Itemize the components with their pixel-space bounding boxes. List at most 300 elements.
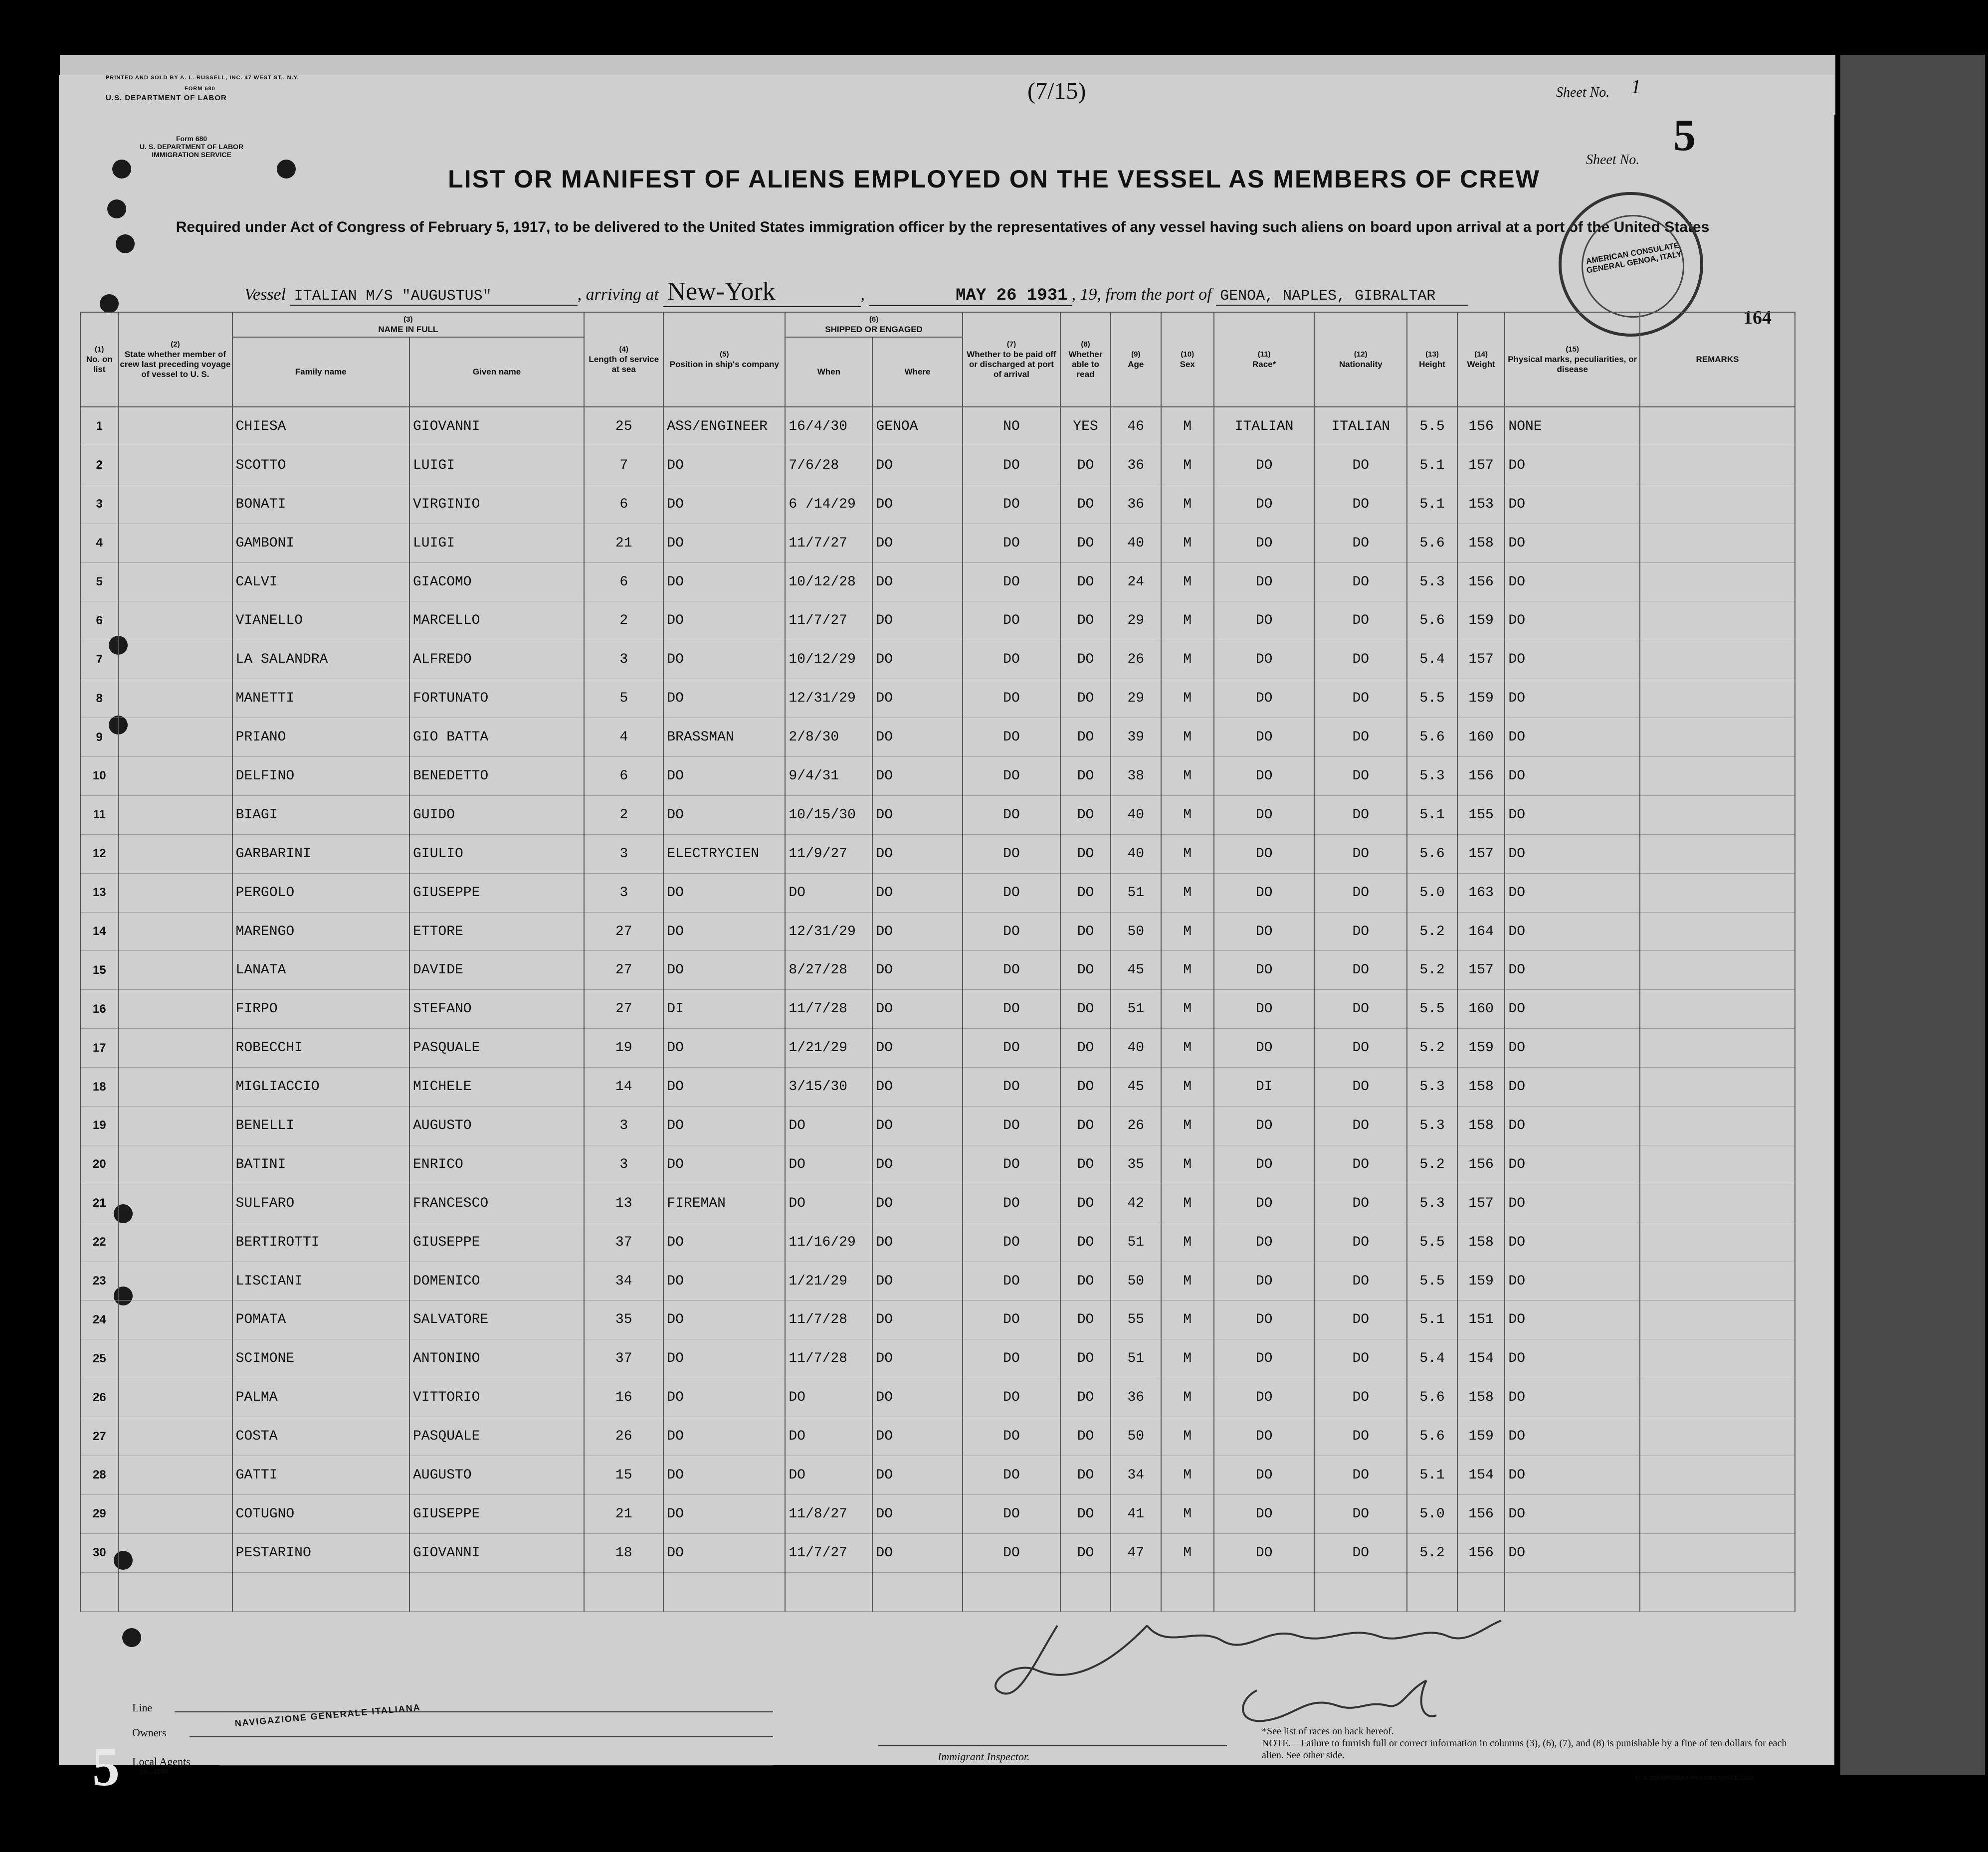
cell-when: DO	[785, 1417, 872, 1456]
cell-no: 21	[80, 1184, 118, 1223]
cell-age: 26	[1111, 1107, 1161, 1145]
cell-age: 40	[1111, 1029, 1161, 1068]
cell-previous-voyage	[118, 1300, 232, 1339]
cell-paid: DO	[963, 834, 1060, 873]
cell-nat: DO	[1314, 795, 1407, 834]
cell-when: 11/9/27	[785, 834, 872, 873]
cell-age: 38	[1111, 757, 1161, 796]
cell-no: 27	[80, 1417, 118, 1456]
cell-paid: DO	[963, 1417, 1060, 1456]
cell-empty	[584, 1572, 663, 1611]
cell-weight: 157	[1457, 834, 1505, 873]
cell-position: DO	[663, 485, 785, 524]
owners-stamp: NAVIGAZIONE GENERALE ITALIANA	[234, 1702, 421, 1729]
table-row	[80, 1184, 1795, 1223]
cell-height: 5.6	[1407, 1378, 1457, 1417]
cell-marks: DO	[1505, 795, 1640, 834]
cell-no: 12	[80, 834, 118, 873]
table-row	[80, 485, 1795, 524]
cell-paid: DO	[963, 1107, 1060, 1145]
cell-height: 5.5	[1407, 1262, 1457, 1300]
cell-weight: 158	[1457, 1068, 1505, 1107]
cell-sex: M	[1161, 1533, 1214, 1572]
cell-given: ANTONINO	[409, 1339, 584, 1378]
cell-previous-voyage	[118, 990, 232, 1029]
cell-nat: DO	[1314, 1417, 1407, 1456]
cell-service: 19	[584, 1029, 663, 1068]
cell-service: 4	[584, 718, 663, 757]
cell-family: PRIANO	[232, 718, 409, 757]
cell-sex: M	[1161, 1068, 1214, 1107]
cell-where: DO	[872, 1068, 962, 1107]
cell-empty	[118, 1572, 232, 1611]
col-header-marks: (15) Physical marks, peculiarities, or disease	[1505, 312, 1640, 407]
cell-read: DO	[1060, 757, 1111, 796]
cell-read: DO	[1060, 1145, 1111, 1184]
cell-given: GIUSEPPE	[409, 873, 584, 912]
form-service: IMMIGRATION SERVICE	[152, 151, 231, 159]
cell-nat: DO	[1314, 990, 1407, 1029]
cell-marks: DO	[1505, 1068, 1640, 1107]
cell-weight: 154	[1457, 1339, 1505, 1378]
cell-no: 19	[80, 1107, 118, 1145]
cell-given: DOMENICO	[409, 1262, 584, 1300]
cell-given: VITTORIO	[409, 1378, 584, 1417]
cell-height: 5.3	[1407, 1068, 1457, 1107]
cell-marks: DO	[1505, 1339, 1640, 1378]
cell-when: 7/6/28	[785, 446, 872, 485]
cell-given: GIO BATTA	[409, 718, 584, 757]
cell-position: DO	[663, 873, 785, 912]
cell-remarks	[1640, 1184, 1795, 1223]
cell-service: 27	[584, 912, 663, 951]
cell-weight: 159	[1457, 1417, 1505, 1456]
department-top: U.S. DEPARTMENT OF LABOR	[106, 94, 227, 102]
cell-service: 15	[584, 1456, 663, 1495]
cell-race: DO	[1214, 1300, 1315, 1339]
cell-marks: DO	[1505, 446, 1640, 485]
sheet-number: 5	[1673, 111, 1696, 160]
col-header-age: (9) Age	[1111, 312, 1161, 407]
cell-where: DO	[872, 718, 962, 757]
sheet-top-value: 1	[1631, 75, 1641, 98]
cell-marks: NONE	[1505, 407, 1640, 446]
cell-service: 3	[584, 1107, 663, 1145]
cell-race: DO	[1214, 679, 1315, 718]
cell-when: DO	[785, 1145, 872, 1184]
cell-sex: M	[1161, 1456, 1214, 1495]
cell-paid: DO	[963, 873, 1060, 912]
cell-marks: DO	[1505, 485, 1640, 524]
cell-given: LUIGI	[409, 524, 584, 562]
cell-weight: 151	[1457, 1300, 1505, 1339]
cell-given: AUGUSTO	[409, 1456, 584, 1495]
table-row	[80, 524, 1795, 562]
cell-service: 3	[584, 640, 663, 679]
cell-where: DO	[872, 601, 962, 640]
cell-position: DO	[663, 1456, 785, 1495]
col-header-given-name: Given name	[409, 337, 584, 407]
year-label: 19	[1080, 285, 1097, 304]
cell-where: DO	[872, 1300, 962, 1339]
cell-family: LANATA	[232, 951, 409, 990]
arriving-label: , arriving at	[577, 285, 659, 304]
cell-family: LA SALANDRA	[232, 640, 409, 679]
cell-height: 5.5	[1407, 679, 1457, 718]
cell-race: DO	[1214, 1456, 1315, 1495]
cell-family: CALVI	[232, 562, 409, 601]
cell-position: BRASSMAN	[663, 718, 785, 757]
cell-age: 50	[1111, 1417, 1161, 1456]
cell-weight: 156	[1457, 407, 1505, 446]
cell-where: DO	[872, 912, 962, 951]
cell-no: 28	[80, 1456, 118, 1495]
cell-read: DO	[1060, 718, 1111, 757]
cell-service: 6	[584, 562, 663, 601]
cell-when: 12/31/29	[785, 912, 872, 951]
cell-remarks	[1640, 640, 1795, 679]
cell-family: BONATI	[232, 485, 409, 524]
cell-where: DO	[872, 795, 962, 834]
cell-position: DO	[663, 640, 785, 679]
cell-where: DO	[872, 1417, 962, 1456]
cell-height: 5.6	[1407, 834, 1457, 873]
cell-no: 17	[80, 1029, 118, 1068]
cell-read: DO	[1060, 1029, 1111, 1068]
table-row	[80, 679, 1795, 718]
cell-where: DO	[872, 1145, 962, 1184]
cell-marks: DO	[1505, 640, 1640, 679]
cell-given: MARCELLO	[409, 601, 584, 640]
cell-paid: DO	[963, 1378, 1060, 1417]
cell-service: 27	[584, 990, 663, 1029]
cell-where: GENOA	[872, 407, 962, 446]
cell-position: DO	[663, 562, 785, 601]
cell-age: 47	[1111, 1533, 1161, 1572]
cell-nat: DO	[1314, 1068, 1407, 1107]
inspector-label: Immigrant Inspector.	[938, 1750, 1030, 1763]
cell-empty	[872, 1572, 962, 1611]
cell-position: DO	[663, 757, 785, 796]
cell-no: 20	[80, 1145, 118, 1184]
cell-no: 7	[80, 640, 118, 679]
cell-age: 45	[1111, 951, 1161, 990]
cell-when: 11/7/27	[785, 1533, 872, 1572]
cell-sex: M	[1161, 446, 1214, 485]
cell-marks: DO	[1505, 1456, 1640, 1495]
cell-given: ENRICO	[409, 1145, 584, 1184]
cell-where: DO	[872, 1533, 962, 1572]
vessel-label: Vessel	[244, 285, 286, 304]
cell-height: 5.2	[1407, 912, 1457, 951]
cell-marks: DO	[1505, 1494, 1640, 1533]
cell-nat: DO	[1314, 873, 1407, 912]
inspector-signature	[988, 1606, 1511, 1735]
cell-race: DO	[1214, 1184, 1315, 1223]
cell-sex: M	[1161, 1223, 1214, 1262]
cell-previous-voyage	[118, 1533, 232, 1572]
cell-family: MARENGO	[232, 912, 409, 951]
cell-age: 29	[1111, 601, 1161, 640]
cell-service: 3	[584, 834, 663, 873]
fine-note: NOTE.—Failure to furnish full or correct information in columns (3), (6), (7), and (8) is punishable by a fine of ten dollars for each alien. See other side.	[1262, 1738, 1787, 1761]
cell-nat: DO	[1314, 640, 1407, 679]
cell-previous-voyage	[118, 718, 232, 757]
cell-read: DO	[1060, 1378, 1111, 1417]
cell-age: 24	[1111, 562, 1161, 601]
cell-age: 46	[1111, 407, 1161, 446]
cell-race: DO	[1214, 1107, 1315, 1145]
cell-given: DAVIDE	[409, 951, 584, 990]
cell-height: 5.6	[1407, 601, 1457, 640]
cell-race: DO	[1214, 873, 1315, 912]
col-header-family-name: Family name	[232, 337, 409, 407]
cell-height: 5.5	[1407, 1223, 1457, 1262]
cell-no: 14	[80, 912, 118, 951]
table-row	[80, 1223, 1795, 1262]
cell-sex: M	[1161, 1262, 1214, 1300]
form-department: U. S. DEPARTMENT OF LABOR	[140, 143, 244, 151]
cell-weight: 163	[1457, 873, 1505, 912]
cell-family: VIANELLO	[232, 601, 409, 640]
cell-previous-voyage	[118, 1107, 232, 1145]
col-header-where: Where	[872, 337, 962, 407]
cell-remarks	[1640, 601, 1795, 640]
cell-service: 5	[584, 679, 663, 718]
cell-weight: 156	[1457, 757, 1505, 796]
cell-remarks	[1640, 1145, 1795, 1184]
cell-given: GIUSEPPE	[409, 1494, 584, 1533]
cell-weight: 159	[1457, 1029, 1505, 1068]
cell-race: ITALIAN	[1214, 407, 1315, 446]
cell-previous-voyage	[118, 873, 232, 912]
owners-label: Owners	[132, 1726, 167, 1739]
cell-read: DO	[1060, 912, 1111, 951]
cell-marks: DO	[1505, 1223, 1640, 1262]
handwritten-top-note: (7/15)	[1027, 78, 1086, 104]
cell-empty	[785, 1572, 872, 1611]
cell-age: 36	[1111, 1378, 1161, 1417]
cell-nat: ITALIAN	[1314, 407, 1407, 446]
cell-family: COSTA	[232, 1417, 409, 1456]
cell-previous-voyage	[118, 1068, 232, 1107]
cell-previous-voyage	[118, 524, 232, 562]
cell-given: STEFANO	[409, 990, 584, 1029]
form-top: FORM 680	[185, 86, 215, 92]
cell-given: BENEDETTO	[409, 757, 584, 796]
table-row	[80, 601, 1795, 640]
cell-service: 37	[584, 1223, 663, 1262]
cell-marks: DO	[1505, 990, 1640, 1029]
cell-marks: DO	[1505, 1145, 1640, 1184]
cell-weight: 159	[1457, 679, 1505, 718]
table-row	[80, 1029, 1795, 1068]
cell-race: DO	[1214, 718, 1315, 757]
cell-when: 9/4/31	[785, 757, 872, 796]
cell-paid: DO	[963, 951, 1060, 990]
cell-race: DO	[1214, 990, 1315, 1029]
bottom-number: 5	[92, 1736, 120, 1797]
cell-height: 5.1	[1407, 446, 1457, 485]
cell-where: DO	[872, 1223, 962, 1262]
cell-age: 40	[1111, 795, 1161, 834]
cell-previous-voyage	[118, 1029, 232, 1068]
cell-marks: DO	[1505, 1107, 1640, 1145]
cell-family: DELFINO	[232, 757, 409, 796]
cell-when: 3/15/30	[785, 1068, 872, 1107]
cell-marks: DO	[1505, 1184, 1640, 1223]
cell-paid: DO	[963, 990, 1060, 1029]
cell-service: 14	[584, 1068, 663, 1107]
cell-previous-voyage	[118, 951, 232, 990]
cell-family: MIGLIACCIO	[232, 1068, 409, 1107]
table-row	[80, 1456, 1795, 1495]
cell-sex: M	[1161, 912, 1214, 951]
cell-position: ELECTRYCIEN	[663, 834, 785, 873]
cell-read: DO	[1060, 873, 1111, 912]
cell-when: DO	[785, 1107, 872, 1145]
cell-no: 30	[80, 1533, 118, 1572]
cell-race: DO	[1214, 562, 1315, 601]
cell-height: 5.5	[1407, 990, 1457, 1029]
cell-position: DO	[663, 1378, 785, 1417]
crew-manifest-table	[80, 312, 1795, 1612]
form-number: Form 680	[176, 135, 207, 143]
page-title: LIST OR MANIFEST OF ALIENS EMPLOYED ON THE VESSEL AS MEMBERS OF CREW	[448, 165, 1540, 193]
cell-paid: DO	[963, 640, 1060, 679]
cell-previous-voyage	[118, 601, 232, 640]
cell-family: BERTIROTTI	[232, 1223, 409, 1262]
cell-marks: DO	[1505, 834, 1640, 873]
cell-paid: DO	[963, 757, 1060, 796]
cell-age: 40	[1111, 524, 1161, 562]
cell-previous-voyage	[118, 407, 232, 446]
punch-hole	[122, 1628, 141, 1647]
cell-no: 2	[80, 446, 118, 485]
cell-paid: DO	[963, 1533, 1060, 1572]
cell-read: DO	[1060, 1184, 1111, 1223]
cell-service: 3	[584, 873, 663, 912]
cell-where: DO	[872, 1378, 962, 1417]
punch-hole	[107, 199, 126, 218]
cell-where: DO	[872, 990, 962, 1029]
cell-when: 2/8/30	[785, 718, 872, 757]
cell-previous-voyage	[118, 1456, 232, 1495]
cell-family: CHIESA	[232, 407, 409, 446]
cell-nat: DO	[1314, 1223, 1407, 1262]
cell-when: 10/12/29	[785, 640, 872, 679]
cell-height: 5.1	[1407, 1456, 1457, 1495]
cell-service: 3	[584, 1145, 663, 1184]
table-row	[80, 757, 1795, 796]
cell-service: 2	[584, 795, 663, 834]
cell-when: 1/21/29	[785, 1029, 872, 1068]
punch-hole	[100, 294, 119, 313]
cell-position: DO	[663, 1494, 785, 1533]
cell-remarks	[1640, 1068, 1795, 1107]
cell-given: PASQUALE	[409, 1417, 584, 1456]
cell-height: 5.2	[1407, 1145, 1457, 1184]
cell-marks: DO	[1505, 873, 1640, 912]
cell-age: 45	[1111, 1068, 1161, 1107]
cell-height: 5.0	[1407, 1494, 1457, 1533]
vessel-line: Vessel ITALIAN M/S "AUGUSTUS" , arriving at New-York , MAY 26 1931 , 19, from the port of GENOA, NAPLES, GIBRALTAR	[244, 277, 1468, 307]
cell-age: 51	[1111, 990, 1161, 1029]
cell-position: DI	[663, 990, 785, 1029]
cell-position: ASS/ENGINEER	[663, 407, 785, 446]
cell-given: VIRGINIO	[409, 485, 584, 524]
cell-height: 5.0	[1407, 873, 1457, 912]
cell-paid: DO	[963, 1300, 1060, 1339]
cell-weight: 164	[1457, 912, 1505, 951]
cell-read: DO	[1060, 1456, 1111, 1495]
cell-age: 51	[1111, 873, 1161, 912]
cell-paid: DO	[963, 1456, 1060, 1495]
cell-position: DO	[663, 679, 785, 718]
cell-sex: M	[1161, 834, 1214, 873]
cell-family: PALMA	[232, 1378, 409, 1417]
col-header-weight: (14) Weight	[1457, 312, 1505, 407]
line-rule	[175, 1711, 773, 1712]
page-mark: 164	[1743, 307, 1772, 328]
table-row	[80, 990, 1795, 1029]
cell-read: DO	[1060, 1417, 1111, 1456]
table-row	[80, 912, 1795, 951]
cell-remarks	[1640, 1262, 1795, 1300]
cell-remarks	[1640, 990, 1795, 1029]
cell-position: DO	[663, 1262, 785, 1300]
cell-race: DO	[1214, 601, 1315, 640]
cell-service: 26	[584, 1417, 663, 1456]
cell-remarks	[1640, 1456, 1795, 1495]
cell-when: 10/15/30	[785, 795, 872, 834]
cell-when: DO	[785, 873, 872, 912]
cell-read: DO	[1060, 1300, 1111, 1339]
punch-hole	[116, 234, 135, 253]
cell-read: DO	[1060, 1533, 1111, 1572]
cell-height: 5.4	[1407, 640, 1457, 679]
cell-remarks	[1640, 873, 1795, 912]
cell-family: LISCIANI	[232, 1262, 409, 1300]
cell-nat: DO	[1314, 485, 1407, 524]
cell-age: 50	[1111, 1262, 1161, 1300]
cell-where: DO	[872, 485, 962, 524]
cell-read: DO	[1060, 679, 1111, 718]
cell-remarks	[1640, 562, 1795, 601]
cell-height: 5.3	[1407, 1184, 1457, 1223]
cell-previous-voyage	[118, 834, 232, 873]
col-header-when: When	[785, 337, 872, 407]
cell-remarks	[1640, 1029, 1795, 1068]
cell-where: DO	[872, 562, 962, 601]
cell-race: DO	[1214, 912, 1315, 951]
cell-service: 25	[584, 407, 663, 446]
cell-service: 35	[584, 1300, 663, 1339]
cell-remarks	[1640, 1223, 1795, 1262]
cell-no: 9	[80, 718, 118, 757]
cell-nat: DO	[1314, 1029, 1407, 1068]
cell-nat: DO	[1314, 757, 1407, 796]
cell-read: DO	[1060, 1262, 1111, 1300]
cell-age: 50	[1111, 912, 1161, 951]
cell-position: DO	[663, 1339, 785, 1378]
cell-previous-voyage	[118, 1145, 232, 1184]
cell-marks: DO	[1505, 1533, 1640, 1572]
cell-height: 5.2	[1407, 1533, 1457, 1572]
table-row	[80, 640, 1795, 679]
cell-where: DO	[872, 679, 962, 718]
cell-race: DO	[1214, 640, 1315, 679]
